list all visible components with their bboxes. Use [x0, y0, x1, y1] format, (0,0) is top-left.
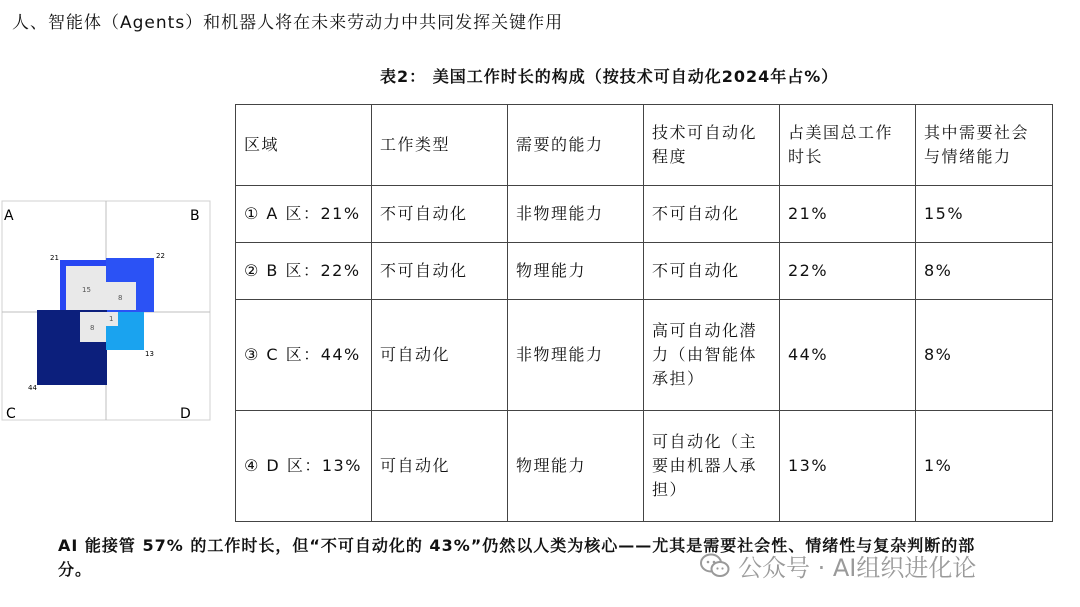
footer-note: AI 能接管 57% 的工作时长，但“不可自动化的 43%”仍然以人类为核心——尤其是需要社会性、情绪性与复杂判断的部分。 — [58, 536, 976, 579]
table-row — [236, 300, 1053, 411]
value-1: 1 — [109, 315, 114, 323]
value-22: 22 — [156, 252, 165, 260]
cell-social: 8% — [916, 243, 1053, 300]
table-caption: 表2： 美国工作时长的构成（按技术可自动化2024年占%） — [380, 67, 839, 86]
cell-ability: 物理能力 — [508, 243, 644, 300]
wechat-icon — [700, 553, 730, 579]
page-heading: 人、智能体（Agents）和机器人将在未来劳动力中共同发挥关键作用 — [12, 13, 564, 33]
cell-automation: 不可自动化 — [644, 243, 780, 300]
table-row — [236, 186, 1053, 243]
table-row — [236, 243, 1053, 300]
cell-region: ② B 区：22% — [236, 243, 372, 300]
cell-region: ④ D 区：13% — [236, 411, 372, 522]
cell-automation: 不可自动化 — [644, 186, 780, 243]
cell-work-type: 不可自动化 — [372, 186, 508, 243]
cell-share: 44% — [780, 300, 916, 411]
cell-work-type: 可自动化 — [372, 300, 508, 411]
header-ability: 需要的能力 — [508, 105, 644, 186]
header-work-type: 工作类型 — [372, 105, 508, 186]
value-21: 21 — [50, 254, 59, 262]
cell-share: 13% — [780, 411, 916, 522]
watermark-text: 公众号 · AI组织进化论 — [738, 554, 977, 582]
table-row — [236, 411, 1053, 522]
value-8-b: 8 — [118, 294, 123, 302]
work-hours-table — [235, 104, 1053, 522]
header-share-of-hours: 占美国总工作时长 — [780, 105, 916, 186]
cell-region: ① A 区：21% — [236, 186, 372, 243]
header-social-emotional: 其中需要社会与情绪能力 — [916, 105, 1053, 186]
cell-ability: 物理能力 — [508, 411, 644, 522]
header-region: 区域 — [236, 105, 372, 186]
cell-social: 8% — [916, 300, 1053, 411]
watermark — [700, 548, 976, 583]
quadrant-label-a: A — [4, 208, 14, 224]
quadrant-label-b: B — [190, 208, 200, 224]
value-13: 13 — [145, 350, 154, 358]
quadrant-diagram — [0, 200, 212, 422]
cell-automation: 高可自动化潜力（由智能体承担） — [644, 300, 780, 411]
table-header-row — [236, 105, 1053, 186]
header-automation-level: 技术可自动化程度 — [644, 105, 780, 186]
cell-share: 22% — [780, 243, 916, 300]
cell-ability: 非物理能力 — [508, 186, 644, 243]
cell-social: 1% — [916, 411, 1053, 522]
cell-share: 21% — [780, 186, 916, 243]
cell-region: ③ C 区：44% — [236, 300, 372, 411]
cell-work-type: 可自动化 — [372, 411, 508, 522]
cell-social: 15% — [916, 186, 1053, 243]
cell-ability: 非物理能力 — [508, 300, 644, 411]
quadrant-label-c: C — [6, 406, 16, 422]
quadrant-label-d: D — [180, 406, 191, 422]
cell-automation: 可自动化（主要由机器人承担） — [644, 411, 780, 522]
value-8-c: 8 — [90, 324, 95, 332]
value-44: 44 — [28, 384, 37, 392]
cell-work-type: 不可自动化 — [372, 243, 508, 300]
value-15: 15 — [82, 286, 91, 294]
